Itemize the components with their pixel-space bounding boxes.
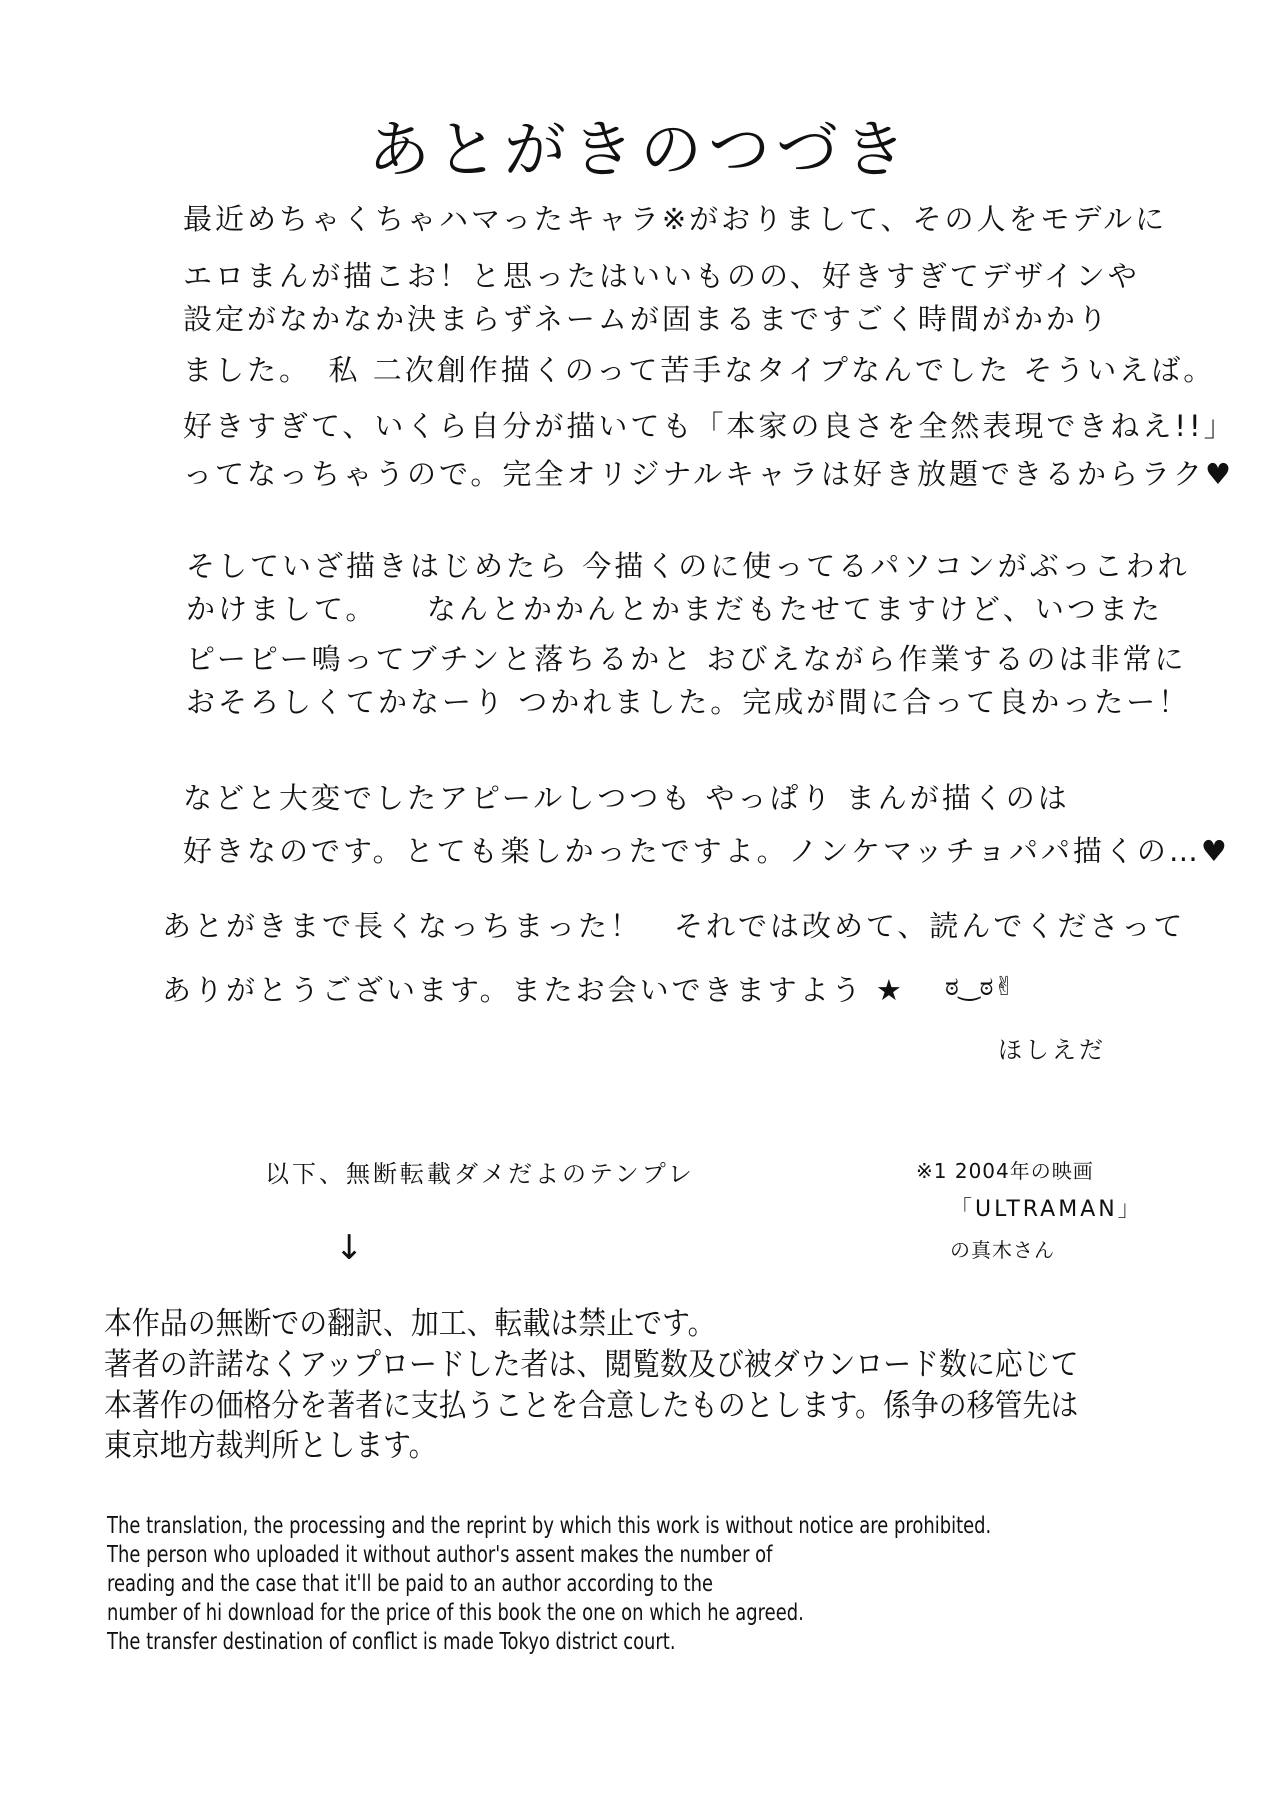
afterword-line: エロまんが描こお！と思ったはいいものの、好きすぎてデザインや — [183, 259, 1140, 293]
notice-en-line: reading and the case that it'll be paid to an author according to the — [107, 1571, 714, 1597]
footnote-line: の真木さん — [950, 1238, 1055, 1262]
afterword-line: おそろしくてかなーり つかれました。完成が間に合って良かったー！ — [186, 685, 1191, 719]
notice-ja-line: 本作品の無断での翻訳、加工、転載は禁止です。 — [104, 1306, 716, 1342]
afterword-line: あとがきまで長くなっちまった！ それでは改めて、読んでくださって — [162, 909, 1186, 943]
afterword-line: ありがとうございます。またお会いできますよう ★ — [162, 973, 905, 1007]
footnote-line: ※1 2004年の映画 — [916, 1159, 1094, 1183]
doodle-icon: ಠ‿ಠ✌ — [945, 972, 1016, 1002]
afterword-line: 最近めちゃくちゃハマったキャラ※がおりまして、その人をモデルに — [183, 202, 1168, 236]
notice-ja-line: 東京地方裁判所とします。 — [104, 1428, 437, 1464]
page-title: あとがきのつづき — [367, 113, 912, 186]
afterword-line: そしていざ描きはじめたら 今描くのに使ってるパソコンがぶっこわれ — [186, 549, 1190, 583]
afterword-line: かけまして。 なんとかかんとかまだもたせてますけど、いつまた — [186, 592, 1163, 626]
afterword-line: ピーピー鳴ってブチンと落ちるかと おびえながら作業するのは非常に — [186, 642, 1187, 676]
footnote-line: 「ULTRAMAN」 — [950, 1197, 1143, 1222]
signature: ほしえだ — [998, 1036, 1106, 1064]
afterword-line: ました。 私 二次創作描くのって苦手なタイプなんでした そういえば。 — [183, 353, 1216, 387]
notice-en-line: number of hi download for the price of this book the one on which he agreed. — [107, 1600, 804, 1626]
afterword-line: 好きなのです。とても楽しかったですよ。ノンケマッチョパパ描くの…♥ — [183, 834, 1230, 868]
notice-en-line: The translation, the processing and the reprint by which this work is without notice are prohibited. — [107, 1513, 992, 1539]
notice-ja-line: 著者の許諾なくアップロードした者は、閲覧数及び被ダウンロード数に応じて — [104, 1347, 1079, 1383]
notice-en-line: The person who uploaded it without author's assent makes the number of — [107, 1542, 773, 1568]
arrow-down-icon: ↓ — [335, 1228, 364, 1268]
notice-en-line: The transfer destination of conflict is made Tokyo district court. — [107, 1629, 676, 1655]
afterword-line: 好きすぎて、いくら自分が描いても「本家の良さを全然表現できねえ!!」 — [183, 409, 1236, 443]
template-caption: 以下、無断転載ダメだよのテンプレ — [265, 1160, 695, 1188]
afterword-line: などと大変でしたアピールしつつも やっぱり まんが描くのは — [183, 781, 1070, 815]
notice-ja-line: 本著作の価格分を著者に支払うことを合意したものとします。係争の移管先は — [104, 1388, 1079, 1424]
afterword-line: 設定がなかなか決まらずネームが固まるまですごく時間がかかり — [183, 302, 1110, 336]
afterword-line: ってなっちゃうので。完全オリジナルキャラは好き放題できるからラク♥ — [183, 457, 1234, 491]
